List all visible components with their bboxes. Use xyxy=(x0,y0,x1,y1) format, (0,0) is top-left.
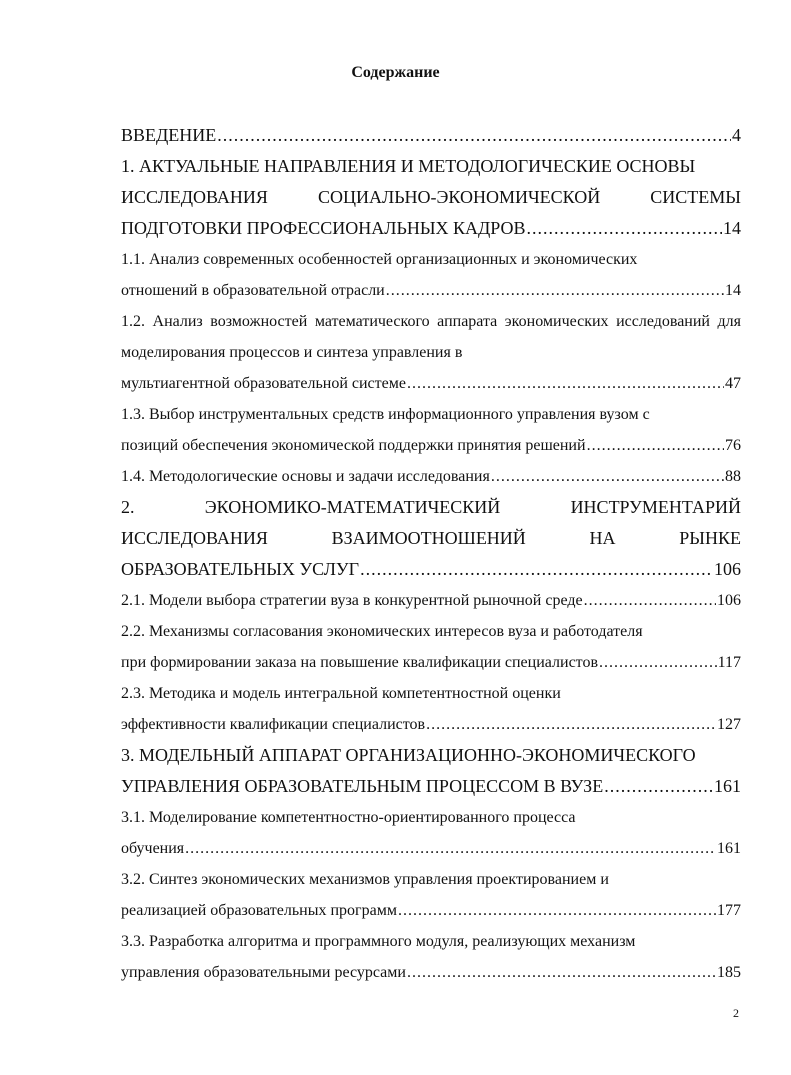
toc-entry-last-line xyxy=(121,213,741,244)
leader-dots xyxy=(360,554,713,585)
toc-entry-text: 3. МОДЕЛЬНЫЙ АППАРАТ ОРГАНИЗАЦИОННО-ЭКОНОМИЧЕСКОГО xyxy=(121,745,696,765)
toc-word: РЫНКЕ xyxy=(679,528,741,548)
toc-entry-last-line xyxy=(121,771,741,802)
leader-dots xyxy=(599,647,717,678)
toc-entry-text: 2.2. Механизмы согласования экономических интересов вуза и работодателя xyxy=(121,623,643,640)
toc-page-number: 161 xyxy=(714,776,741,796)
toc-page-number: 127 xyxy=(717,716,741,733)
toc-entry-text: отношений в образовательной отрасли xyxy=(121,282,385,299)
toc-page-number: 161 xyxy=(717,840,741,857)
toc-page-number: 185 xyxy=(717,964,741,981)
toc-entry-last-line xyxy=(121,957,741,988)
toc-page-number: 106 xyxy=(714,559,741,579)
page-number: 2 xyxy=(733,1006,739,1020)
toc-entry-text: 1.3. Выбор инструментальных средств информационного управления вузом с xyxy=(121,406,650,423)
toc-entry-text: ОБРАЗОВАТЕЛЬНЫХ УСЛУГ xyxy=(121,559,360,579)
leader-dots xyxy=(217,120,731,151)
toc-word: НА xyxy=(589,528,616,548)
toc-entry-text: УПРАВЛЕНИЯ ОБРАЗОВАТЕЛЬНЫМ ПРОЦЕССОМ В ВУЗЕ xyxy=(121,776,604,796)
toc-entry-chapter-2 xyxy=(121,492,741,585)
toc-entry-line xyxy=(121,523,741,554)
toc-page-number: 14 xyxy=(725,282,741,299)
toc-entry-chapter-1 xyxy=(121,151,741,244)
toc-entry-line xyxy=(121,492,741,523)
toc-entry-text: управления образовательными ресурсами xyxy=(121,964,406,981)
toc-entry-text: при формировании заказа на повышение квалификации специалистов xyxy=(121,654,598,671)
toc-entry-text: 1. АКТУАЛЬНЫЕ НАПРАВЛЕНИЯ И МЕТОДОЛОГИЧЕСКИЕ ОСНОВЫ xyxy=(121,156,696,176)
toc-entry-chapter-3 xyxy=(121,740,741,802)
toc-word: 2. xyxy=(121,497,135,517)
toc-entry-1-2 xyxy=(121,306,741,399)
toc-page-number: 14 xyxy=(723,218,741,238)
leader-dots xyxy=(587,430,724,461)
toc-word: ЭКОНОМИКО-МАТЕМАТИЧЕСКИЙ xyxy=(204,497,501,517)
toc-entry-text: ВВЕДЕНИЕ xyxy=(121,125,217,145)
toc-word: ИНСТРУМЕНТАРИЙ xyxy=(570,497,741,517)
toc-entry-last-line xyxy=(121,833,741,864)
toc-entry-text: 2.1. Модели выбора стратегии вуза в конкурентной рыночной среде xyxy=(121,592,583,609)
toc-entry-text: 3.2. Синтез экономических механизмов управления проектированием и xyxy=(121,871,609,888)
toc-entry-text: 3.1. Моделирование компетентностно-ориентированного процесса xyxy=(121,809,576,826)
toc-page-number: 76 xyxy=(725,437,741,454)
toc-entry-1-4 xyxy=(121,461,741,492)
toc-word: ИССЛЕДОВАНИЯ xyxy=(121,187,268,207)
leader-dots xyxy=(407,957,716,988)
toc-page-number: 47 xyxy=(725,375,741,392)
toc-entry-text: эффективности квалификации специалистов xyxy=(121,716,426,733)
toc-entry-text: позиций обеспечения экономической поддержки принятия решений xyxy=(121,437,586,454)
toc-entry-2-3 xyxy=(121,678,741,740)
toc-page-number: 4 xyxy=(732,125,741,145)
leader-dots xyxy=(527,213,722,244)
toc-entry-2-2 xyxy=(121,616,741,678)
toc-word: СОЦИАЛЬНО-ЭКОНОМИЧЕСКОЙ xyxy=(317,187,601,207)
page-title: Содержание xyxy=(351,64,440,81)
toc-entry-3-1 xyxy=(121,802,741,864)
leader-dots xyxy=(407,368,724,399)
toc-word: ВЗАИМООТНОШЕНИЙ xyxy=(331,528,526,548)
toc-entry-last-line xyxy=(121,554,741,585)
toc-entry-text: обучения xyxy=(121,840,185,857)
leader-dots xyxy=(426,709,716,740)
toc-entry-last-line xyxy=(121,709,741,740)
toc-entry-intro xyxy=(121,120,741,151)
toc-entry-last-line xyxy=(121,275,741,306)
toc-entry-text: 1.2. Анализ возможностей математического аппарата экономических исследований для моделирования процессов и синтеза управления в xyxy=(121,313,741,361)
toc-entry-text: 3.3. Разработка алгоритма и программного модуля, реализующих механизм xyxy=(121,933,636,950)
table-of-contents xyxy=(121,120,741,988)
toc-entry-text: ПОДГОТОВКИ ПРОФЕССИОНАЛЬНЫХ КАДРОВ xyxy=(121,218,526,238)
toc-entry-last-line xyxy=(121,647,741,678)
leader-dots xyxy=(491,461,724,492)
toc-word: ИССЛЕДОВАНИЯ xyxy=(121,528,268,548)
toc-entry-text: мультиагентной образовательной системе xyxy=(121,375,406,392)
leader-dots xyxy=(185,833,716,864)
leader-dots xyxy=(604,771,713,802)
toc-entry-text: 1.1. Анализ современных особенностей организационных и экономических xyxy=(121,251,638,268)
toc-entry-3-2 xyxy=(121,864,741,926)
toc-page-number: 88 xyxy=(725,468,741,485)
toc-entry-1-1 xyxy=(121,244,741,306)
leader-dots xyxy=(386,275,724,306)
toc-page-number: 117 xyxy=(717,654,741,671)
toc-word: СИСТЕМЫ xyxy=(650,187,741,207)
leader-dots xyxy=(398,895,716,926)
toc-entry-1-3 xyxy=(121,399,741,461)
toc-entry-text: реализацией образовательных программ xyxy=(121,902,397,919)
toc-entry-last-line xyxy=(121,895,741,926)
leader-dots xyxy=(584,585,716,616)
toc-entry-text: 1.4. Методологические основы и задачи исследования xyxy=(121,468,490,485)
toc-entry-3-3 xyxy=(121,926,741,988)
toc-entry-line xyxy=(121,182,741,213)
toc-page-number: 106 xyxy=(717,592,741,609)
toc-entry-last-line xyxy=(121,368,741,399)
toc-entry-last-line xyxy=(121,430,741,461)
toc-entry-2-1 xyxy=(121,585,741,616)
toc-page-number: 177 xyxy=(717,902,741,919)
toc-entry-text: 2.3. Методика и модель интегральной компетентностной оценки xyxy=(121,685,561,702)
